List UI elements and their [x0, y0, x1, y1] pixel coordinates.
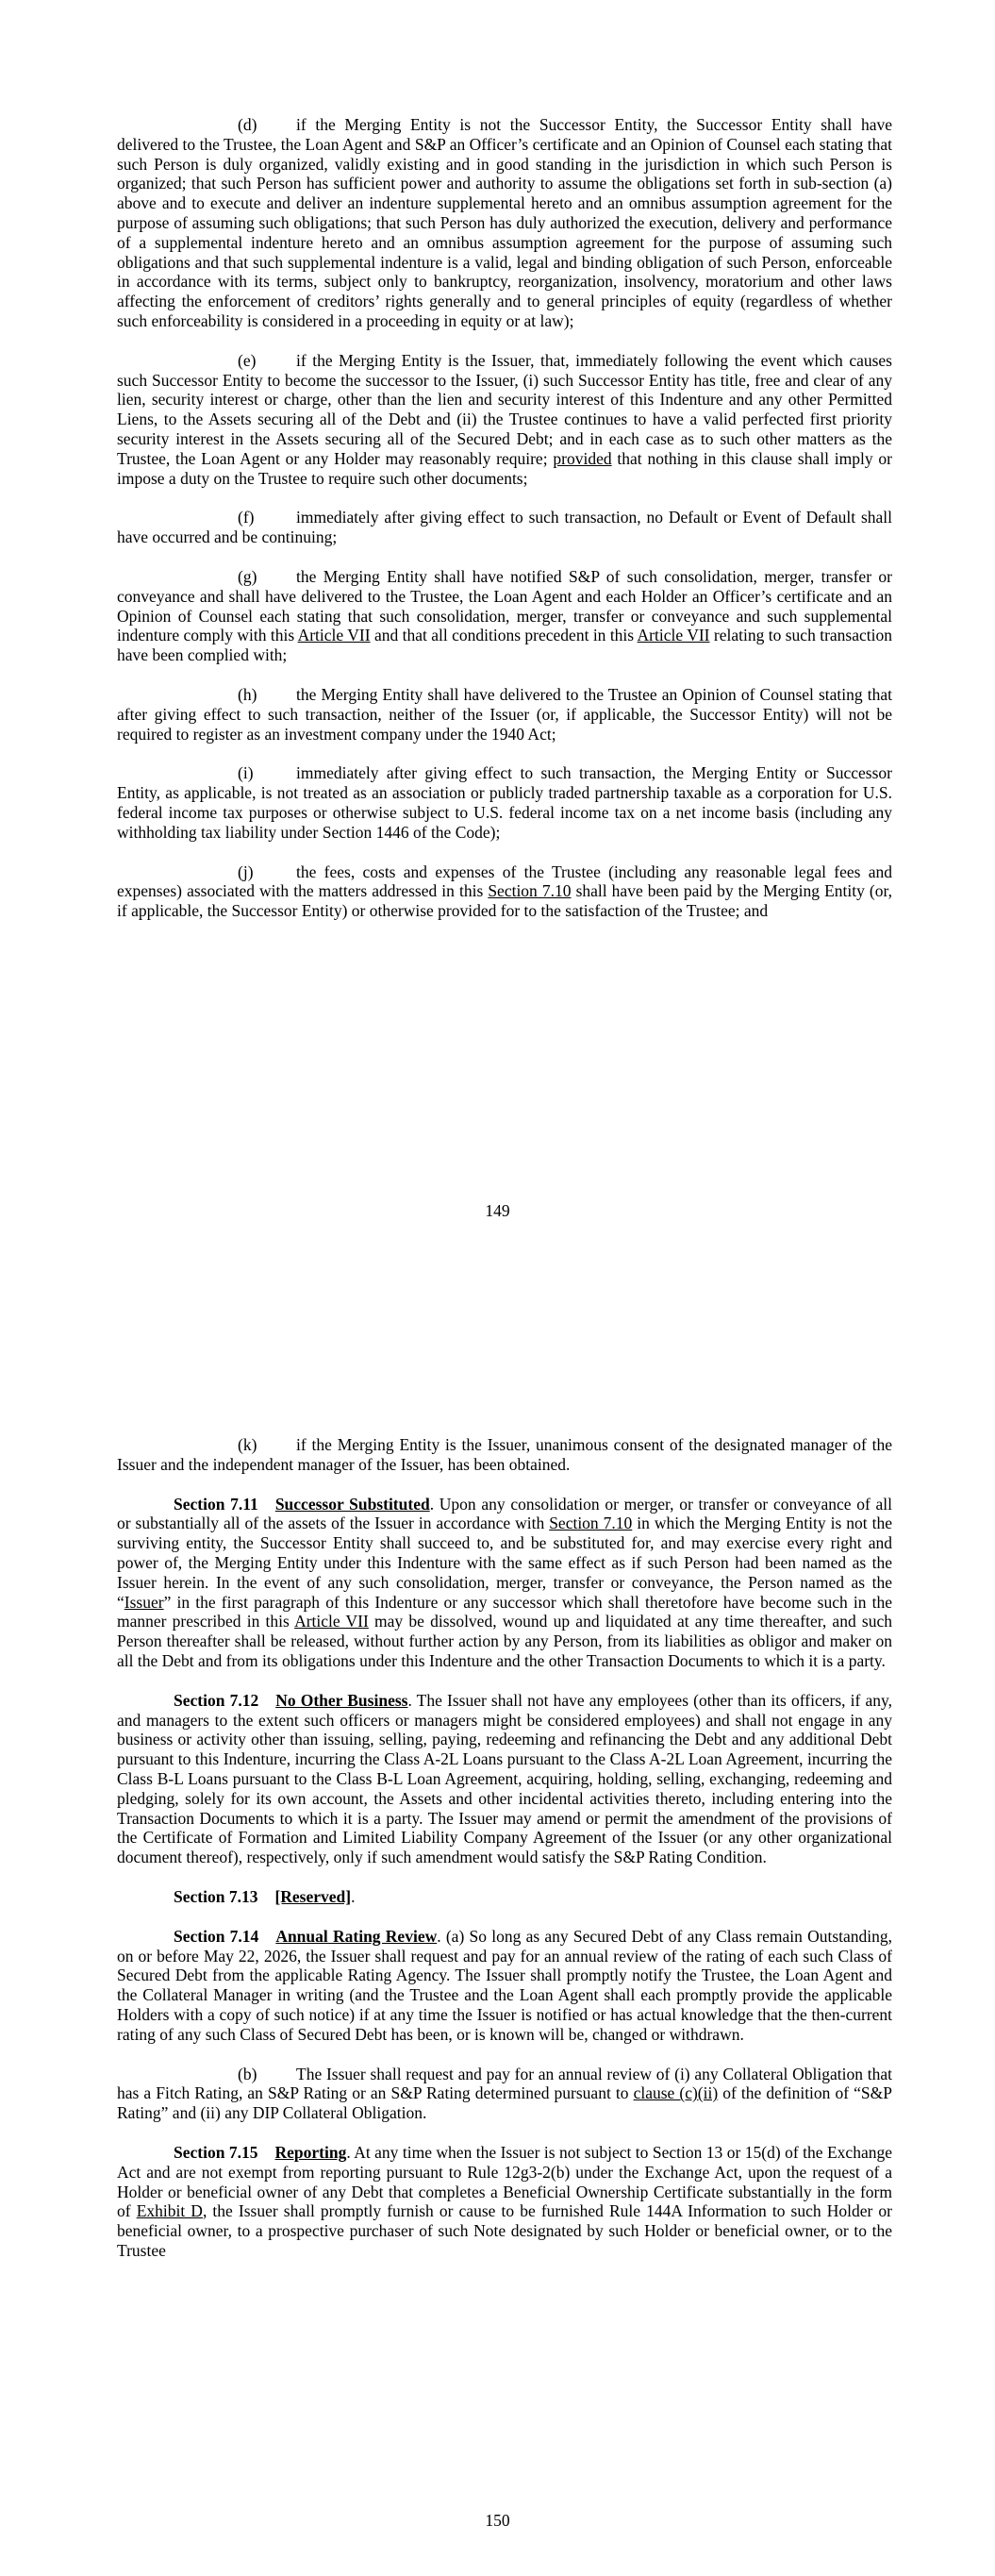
clause-f — [117, 508, 892, 547]
clause-label: (j) — [238, 861, 254, 881]
section-text: . The Issuer shall not have any employees (other than its officers, if any, and managers to the extent such officers or managers might be considered employees) and shall not engage in any business or activity other than issuing, selling, paying, redeeming and refinancing the Debt and any additional Debt pursuant to this Indenture, incurring the Class A-2L Loans pursuant to the Class A-2L Loan Agreement, incurring the Class B-L Loans pursuant to the Class B-L Loan Agreement, acquiring, holding, selling, exchanging, redeeming and pledging, solely for its own account, the Assets and other incidental activities thereto, including entering into the Transaction Documents to which it is a party. The Issuer may amend or permit the amendment of the provisions of the Certificate of Formation and Limited Liability Company Agreement of the Issuer (or any other organizational document thereof), respectively, only if such amendment would satisfy the S&P Rating Condition. — [117, 1690, 892, 1867]
cross-reference-link: Article VII — [637, 626, 710, 645]
page-number: 150 — [485, 2511, 510, 2530]
clause-text: the fees, costs and expenses of the Trustee (including any reasonable legal fees and expenses) associated with the matters addressed in this — [117, 861, 892, 901]
clause-e — [117, 351, 892, 489]
clause-text: that nothing in this clause shall imply or impose a duty on the Trustee to require such other documents; — [117, 448, 892, 488]
clause-text: if the Merging Entity is the Issuer, unanimous consent of the designated manager of the Issuer and the independent manager of the Issuer, has been obtained. — [117, 1435, 892, 1474]
clause-label: (i) — [238, 763, 254, 783]
clause-text: the Merging Entity shall have delivered to the Trustee an Opinion of Counsel stating that after giving effect to such transaction, neither of the Issuer (or, if applicable, the Successor Entity) will not be required to register as an investment company under the 1940 Act; — [117, 684, 892, 744]
section-number: Section 7.11 — [174, 1494, 258, 1514]
defined-term-issuer: Issuer — [124, 1592, 164, 1612]
section-text: . At any time when the Issuer is not subject to Section 13 or 15(d) of the Exchange Act and are not exempt from reporting pursuant to Rule 12g3-2(b) under the Exchange Act, upon the request of a Holder or beneficial owner of any Debt that completes a Beneficial Ownership Certificate substantially in the form of — [117, 2142, 892, 2221]
cross-reference-link: Section 7.10 — [488, 881, 572, 901]
clause-d — [117, 115, 892, 331]
section-number: Section 7.12 — [174, 1690, 259, 1710]
section-7-12 — [117, 1691, 892, 1867]
section-number: Section 7.14 — [174, 1926, 259, 1946]
section-number: Section 7.13 — [174, 1886, 258, 1906]
section-text: may be dissolved, wound up and liquidated at any time thereafter, and such Person thereafter shall be released, without further action by any Person, from its liabilities as obligor and maker on all the Debt and from its obligations under this Indenture and the other Transaction Documents to which it is a party. — [117, 1612, 892, 1670]
clause-text: the Merging Entity shall have notified S&P of such consolidation, merger, transfer or conveyance and shall have delivered to the Trustee, the Loan Agent and each Holder an Officer’s certificate and an Opinion of Counsel each stating that such consolidation, merger, transfer or conveyance and such supplemental indenture comply with this — [117, 566, 892, 645]
cross-reference-link: clause (c)(ii) — [633, 2083, 719, 2103]
clause-label: (k) — [238, 1435, 257, 1454]
clause-g — [117, 567, 892, 665]
clause-i — [117, 763, 892, 842]
section-7-15 — [117, 2143, 892, 2261]
clause-text: immediately after giving effect to such transaction, no Default or Event of Default shall have occurred and be continuing; — [117, 508, 892, 547]
clause-k — [117, 1435, 892, 1475]
cross-reference-link: Article VII — [297, 626, 371, 645]
clause-j — [117, 862, 892, 921]
clause-label: (e) — [238, 350, 257, 370]
section-title: Reporting — [274, 2142, 347, 2162]
cross-reference-link: Section 7.10 — [549, 1514, 633, 1533]
clause-text: relating to such transaction have been complied with; — [117, 626, 892, 665]
section-title: Annual Rating Review — [275, 1926, 438, 1946]
page-150-body — [117, 1435, 892, 2281]
defined-term-provided: provided — [553, 448, 612, 468]
section-7-14 — [117, 1927, 892, 2045]
section-text: ” in the first paragraph of this Indenture or any successor which shall theretofore have become such in the manner prescribed in this — [117, 1592, 892, 1631]
clause-text: The Issuer shall request and pay for an annual review of (i) any Collateral Obligation that has a Fitch Rating, an S&P Rating or an S&P Rating determined pursuant to — [117, 2064, 892, 2103]
page-150 — [0, 1288, 995, 2576]
clause-h — [117, 685, 892, 744]
clause-text: immediately after giving effect to such transaction, the Merging Entity or Successor Entity, as applicable, is not treated as an association or publicly traded partnership taxable as a corporation for U.S. federal income tax purposes or otherwise subject to U.S. federal income tax on a net income basis (including any withholding tax liability under Section 1446 of the Code); — [117, 763, 892, 842]
clause-text: if the Merging Entity is the Issuer, that, immediately following the event which causes such Successor Entity to become the successor to the Issuer, (i) such Successor Entity has title, free and clear of any lien, security interest or charge, other than the lien and security interest of this Indenture and any other Permitted Liens, to the Assets securing all of the Debt and (ii) the Trustee continues to have a valid perfected first priority security interest in the Assets securing all of the Secured Debt; and in each case as to such other matters as the Trustee, the Loan Agent or any Holder may reasonably require; — [117, 350, 892, 468]
clause-text: shall have been paid by the Merging Entity (or, if applicable, the Successor Entity) or otherwise provided for to the satisfaction of the Trustee; and — [117, 881, 892, 921]
clause-label: (b) — [238, 2064, 257, 2083]
section-7-14-b — [117, 2065, 892, 2123]
clause-text: and that all conditions precedent in this — [370, 626, 638, 645]
section-title: No Other Business — [275, 1690, 408, 1710]
section-number: Section 7.15 — [174, 2142, 258, 2162]
section-title: Successor Substituted — [274, 1494, 430, 1514]
page-149-body — [117, 115, 892, 941]
section-text: . Upon any consolidation or merger, or transfer or conveyance of all or substantially all of the assets of the Issuer in accordance with — [117, 1494, 892, 1533]
section-text: . (a) So long as any Secured Debt of any Class remain Outstanding, on or before May 22, 2026, the Issuer shall request and pay for an annual review of the rating of each such Class of Secured Debt from the applicable Rating Agency. The Issuer shall promptly notify the Trustee, the Loan Agent and the Collateral Manager in writing (and the Trustee and the Loan Agent shall each promptly provide the applicable Holders with a copy of such notice) if at any time the Issuer is notified or has actual knowledge that the then-current rating of any such Class of Secured Debt has been, or is known will be, changed or withdrawn. — [117, 1926, 892, 2044]
clause-label: (h) — [238, 684, 257, 704]
section-text: , the Issuer shall promptly furnish or cause to be furnished Rule 144A Information to such Holder or beneficial owner, to a prospective purchaser of such Note designated by such Holder or beneficial owner, or to the Trustee — [117, 2201, 893, 2260]
clause-label: (f) — [238, 508, 255, 527]
page-number: 149 — [485, 1201, 510, 1220]
clause-label: (g) — [238, 566, 257, 586]
clause-text: of the definition of “S&P Rating” and (ii) any DIP Collateral Obligation. — [117, 2083, 892, 2123]
section-7-13 — [117, 1887, 892, 1907]
cross-reference-link: Exhibit D — [136, 2201, 203, 2221]
clause-text: if the Merging Entity is not the Successor Entity, the Successor Entity shall have delivered to the Trustee, the Loan Agent and S&P an Officer’s certificate and an Opinion of Counsel each stating that such Person is duly organized, validly existing and in good standing in the jurisdiction in which such Person is organized; that such Person has sufficient power and authority to assume the obligations set forth in sub-section (a) above and to execute and deliver an indenture supplemental hereto and an omnibus assumption agreement for the purpose of assuming such obligations; that such Person has duly authorized the execution, delivery and performance of a supplemental indenture hereto and an omnibus assumption agreement for the purpose of assuming such obligations and that such supplemental indenture is a valid, legal and binding obligation of such Person, enforceable in accordance with its terms, subject only to bankruptcy, reorganization, insolvency, moratorium and other laws affecting the enforcement of creditors’ rights generally and to general principles of equity (regardless of whether such enforceability is considered in a proceeding in equity or at law); — [117, 115, 892, 330]
cross-reference-link: Article VII — [294, 1612, 369, 1631]
section-7-11 — [117, 1495, 892, 1671]
section-text: in which the Merging Entity is not the surviving entity, the Successor Entity shall succeed to, and be substituted for, and may exercise every right and power of, the Merging Entity under this Indenture with the same effect as if such Person had been named as the Issuer herein. In the event of any such consolidation, merger, transfer or conveyance, the Person named as the “ — [117, 1514, 892, 1612]
section-text: . — [351, 1886, 356, 1906]
section-title: [Reserved] — [274, 1886, 352, 1906]
clause-label: (d) — [238, 115, 257, 134]
